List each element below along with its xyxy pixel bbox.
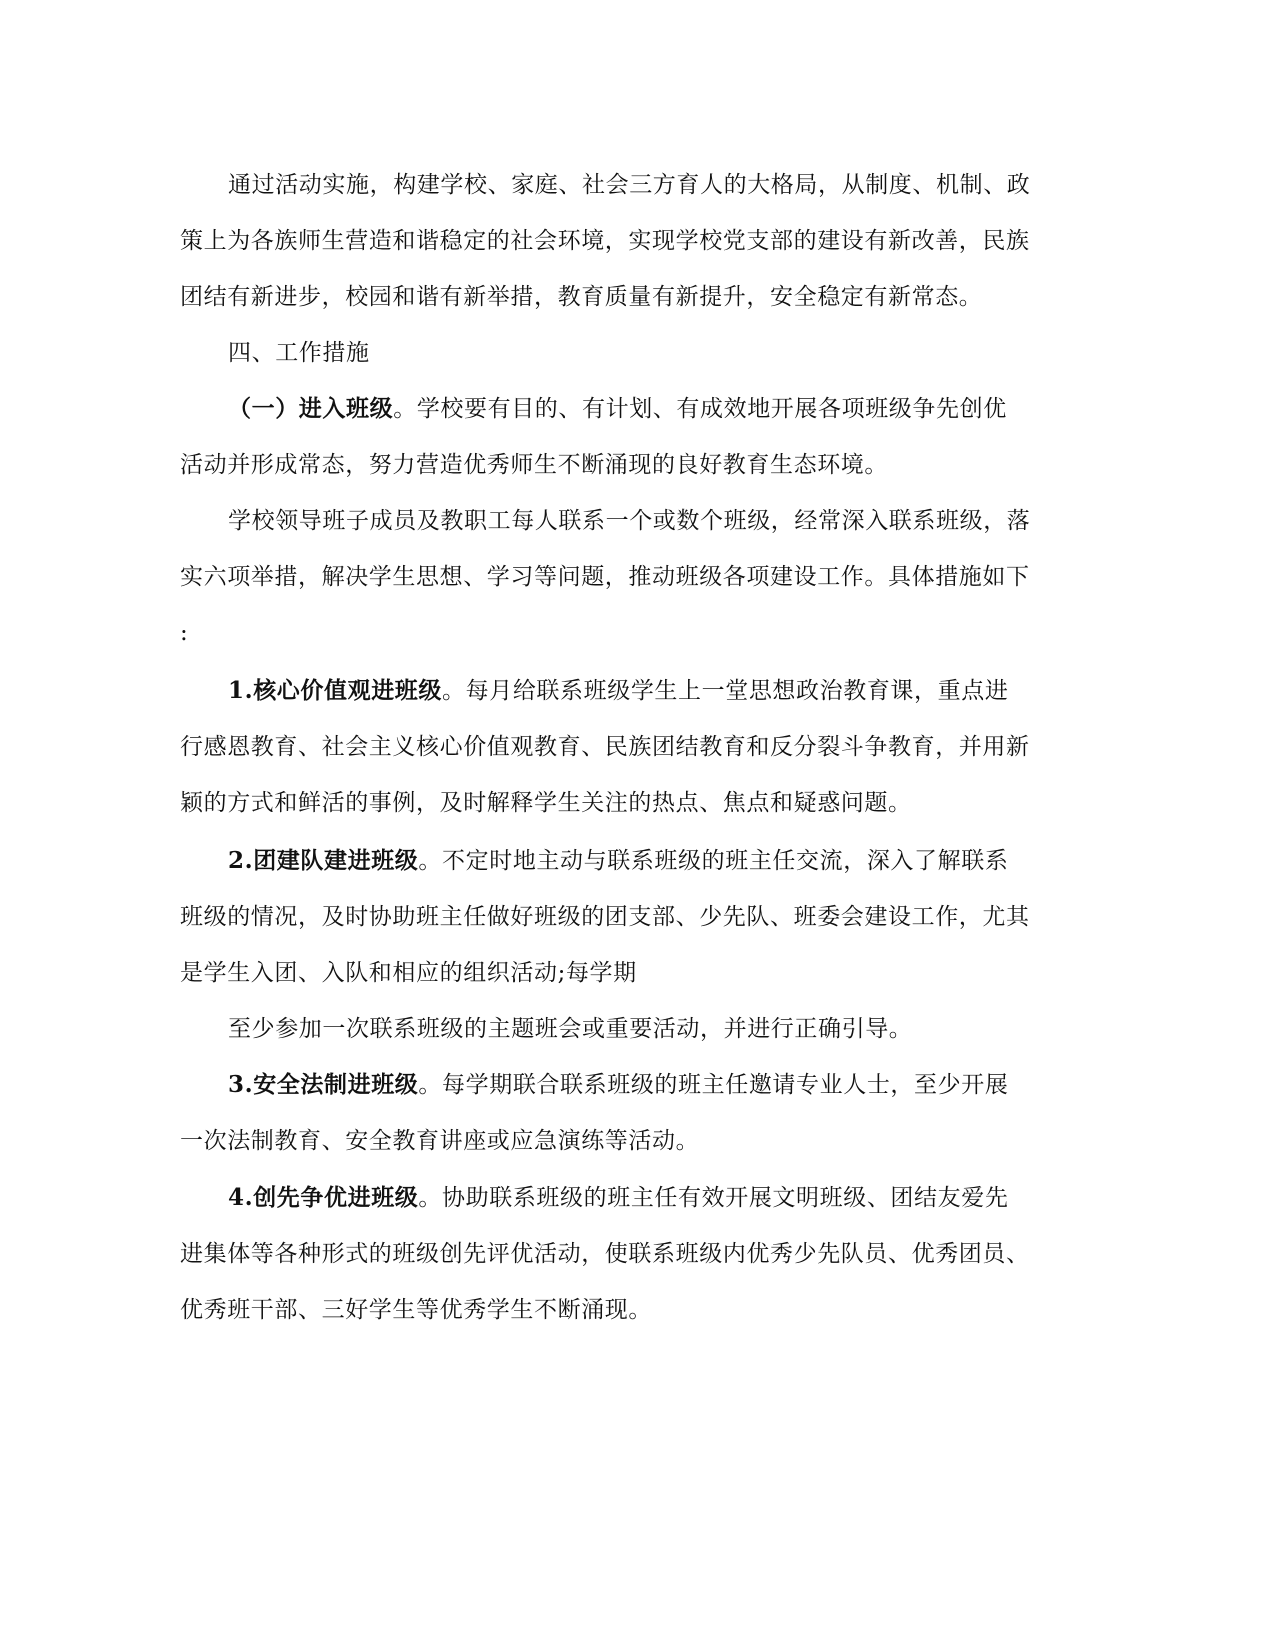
paragraph-line: 是学生入团、入队和相应的组织活动;每学期 xyxy=(180,960,637,986)
list-item-label: 4.创先争优进班级 xyxy=(228,1184,419,1211)
paragraph-line: 团结有新进步，校园和谐有新举措，教育质量有新提升，安全稳定有新常态。 xyxy=(180,284,983,310)
list-item-line xyxy=(228,1183,1008,1213)
paragraph-line: 实六项举措，解决学生思想、学习等问题，推动班级各项建设工作。具体措施如下 xyxy=(180,564,1030,590)
paragraph-line: 学校领导班子成员及教职工每人联系一个或数个班级，经常深入联系班级，落 xyxy=(228,508,1031,534)
paragraph-line: 优秀班干部、三好学生等优秀学生不断涌现。 xyxy=(180,1297,652,1323)
paragraph-line: 至少参加一次联系班级的主题班会或重要活动，并进行正确引导。 xyxy=(228,1016,913,1042)
list-item-line xyxy=(228,846,1008,876)
paragraph-line: 行感恩教育、社会主义核心价值观教育、民族团结教育和反分裂斗争教育，并用新 xyxy=(180,734,1030,760)
list-item-label: 2.团建队建进班级 xyxy=(228,847,419,874)
section-heading: 四、工作措施 xyxy=(228,340,370,366)
paragraph-line: 一次法制教育、安全教育讲座或应急演练等活动。 xyxy=(180,1128,700,1154)
paragraph-line: 策上为各族师生营造和谐稳定的社会环境，实现学校党支部的建设有新改善，民族 xyxy=(180,228,1030,254)
subsection-line xyxy=(228,394,1007,424)
paragraph-line: : xyxy=(180,620,189,646)
list-item-label: 1.核心价值观进班级 xyxy=(228,677,443,704)
list-item-text: 。协助联系班级的班主任有效开展文明班级、团结友爱先 xyxy=(418,1185,1009,1211)
list-item-text: 。每学期联合联系班级的班主任邀请专业人士，至少开展 xyxy=(418,1072,1009,1098)
paragraph-line: 颖的方式和鲜活的事例，及时解释学生关注的热点、焦点和疑惑问题。 xyxy=(180,790,912,816)
paragraph-line: 通过活动实施，构建学校、家庭、社会三方育人的大格局，从制度、机制、政 xyxy=(228,172,1031,198)
list-item-text: 。不定时地主动与联系班级的班主任交流，深入了解联系 xyxy=(418,848,1009,874)
list-item-text: 。每月给联系班级学生上一堂思想政治教育课，重点进 xyxy=(442,678,1009,704)
paragraph-line: 进集体等各种形式的班级创先评优活动，使联系班级内优秀少先队员、优秀团员、 xyxy=(180,1241,1030,1267)
list-item-line xyxy=(228,676,1008,706)
list-item-label: 3.安全法制进班级 xyxy=(228,1071,419,1098)
paragraph-line: 班级的情况，及时协助班主任做好班级的团支部、少先队、班委会建设工作，尤其 xyxy=(180,904,1030,930)
list-item-line xyxy=(228,1070,1008,1100)
paragraph-line: 活动并形成常态，努力营造优秀师生不断涌现的良好教育生态环境。 xyxy=(180,452,888,478)
subsection-label: （一）进入班级 xyxy=(228,395,394,422)
subsection-text: 。学校要有目的、有计划、有成效地开展各项班级争先创优 xyxy=(393,396,1007,422)
